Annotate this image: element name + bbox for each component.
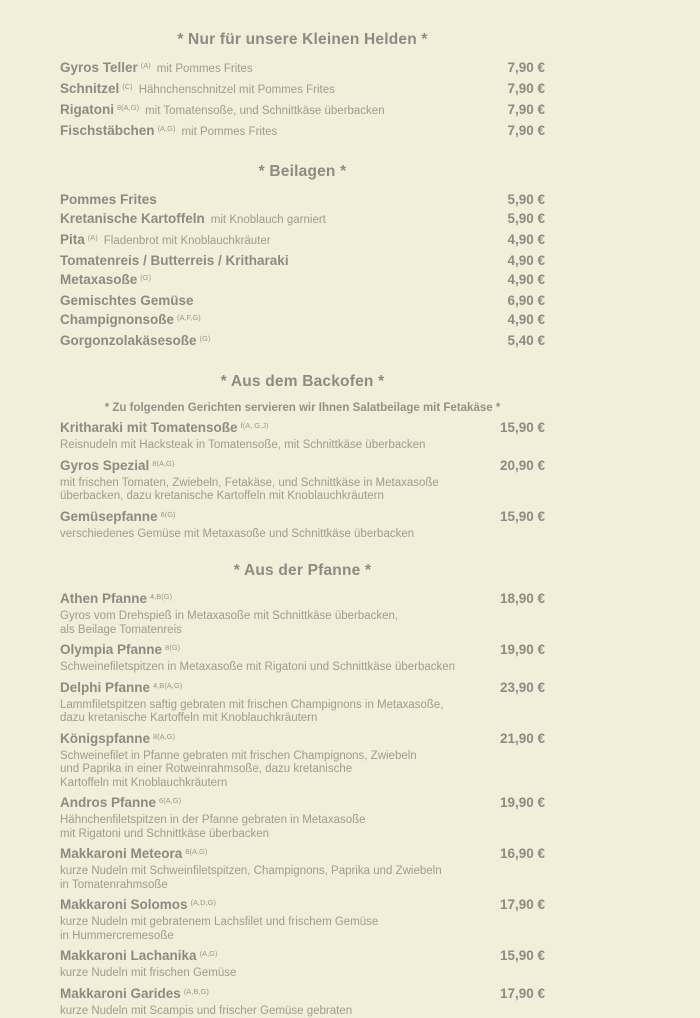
item-name: Champignonsoße: [60, 310, 174, 329]
item-description: [60, 439, 545, 453]
item-description: [60, 814, 545, 841]
menu-item-row: [60, 418, 545, 439]
item-price: 15,90 €: [500, 507, 545, 526]
item-description-line: Schweinefilet in Pfanne gebraten mit frischen Champignons, Zwiebeln: [60, 750, 545, 764]
menu-item-row: [60, 251, 545, 270]
item-description-line: kurze Nudeln mit Schweinfiletspitzen, Champignons, Paprika und Zwiebeln: [60, 865, 545, 879]
item-name: Andros Pfanne: [60, 793, 156, 812]
menu-section: [60, 162, 545, 352]
item-name: Makkaroni Garides: [60, 984, 181, 1003]
item-allergen-code: 6(A,G): [159, 791, 181, 810]
section-title: * Aus dem Backofen *: [60, 372, 545, 392]
item-description-line: in Tomatenrahmsoße: [60, 879, 545, 893]
item-price: 6,90 €: [507, 291, 545, 310]
item-name: Makkaroni Lachanika: [60, 946, 197, 965]
item-description-line: Gyros vom Drehspieß in Metaxasoße mit Schnittkäse überbacken,: [60, 610, 545, 624]
item-allergen-code: (A,B,G): [184, 982, 209, 1001]
item-inline-description: mit Pommes Frites: [181, 123, 277, 142]
item-price: 4,90 €: [507, 310, 545, 329]
item-name: Gyros Teller: [60, 58, 138, 77]
section-title: * Beilagen *: [60, 162, 545, 182]
item-allergen-code: 8(A,G): [185, 842, 207, 861]
item-name: Kritharaki mit Tomatensoße: [60, 418, 238, 437]
item-allergen-code: (G): [140, 268, 151, 287]
item-allergen-code: (A,G): [158, 119, 176, 138]
item-allergen-code: 4,B(A,G): [153, 676, 182, 695]
item-price: 20,90 €: [500, 456, 545, 475]
item-name: Makkaroni Meteora: [60, 844, 182, 863]
item-description: [60, 699, 545, 726]
item-name: Gorgonzolakäsesoße: [60, 331, 197, 350]
item-price: 7,90 €: [507, 100, 545, 119]
item-name: Rigatoni: [60, 100, 114, 119]
item-description-line: kurze Nudeln mit frischen Gemüse: [60, 967, 545, 981]
item-name: Königspfanne: [60, 729, 150, 748]
section-title: * Nur für unsere Kleinen Helden *: [60, 30, 545, 50]
item-price: 21,90 €: [500, 729, 545, 748]
item-description-line: dazu kretanische Kartoffeln mit Knoblauchkräutern: [60, 712, 545, 726]
item-inline-description: mit Pommes Frites: [157, 60, 253, 79]
item-price: 18,90 €: [500, 589, 545, 608]
item-description-line: Hähnchenfiletspitzen in der Pfanne gebraten in Metaxasoße: [60, 814, 545, 828]
item-price: 19,90 €: [500, 640, 545, 659]
item-allergen-code: 8(A,G): [153, 727, 175, 746]
item-price: 15,90 €: [500, 418, 545, 437]
item-allergen-code: (A,D,G): [191, 893, 216, 912]
item-description-line: kurze Nudeln mit Scampis und frischer Gemüse gebraten: [60, 1005, 545, 1018]
item-description-line: als Beilage Tomatenreis: [60, 624, 545, 638]
item-price: 7,90 €: [507, 58, 545, 77]
item-price: 17,90 €: [500, 895, 545, 914]
item-name: Metaxasoße: [60, 270, 137, 289]
item-allergen-code: 4,B(G): [150, 587, 172, 606]
item-name: Tomatenreis / Butterreis / Kritharaki: [60, 251, 289, 270]
item-price: 5,90 €: [507, 209, 545, 228]
menu-item-row: [60, 190, 545, 209]
item-name: Pommes Frites: [60, 190, 157, 209]
item-description: [60, 865, 545, 892]
menu-item-row: [60, 729, 545, 750]
item-name: Olympia Pfanne: [60, 640, 162, 659]
menu-item-row: [60, 640, 545, 661]
item-description: [60, 916, 545, 943]
item-price: 4,90 €: [507, 251, 545, 270]
section-note: * Zu folgenden Gerichten servieren wir Ihnen Salatbeilage mit Fetakäse *: [60, 400, 545, 416]
menu-item-row: [60, 456, 545, 477]
item-name: Gemüsepfanne: [60, 507, 158, 526]
item-description-line: mit Rigatoni und Schnittkäse überbacken: [60, 828, 545, 842]
item-description: [60, 967, 545, 981]
item-description: [60, 477, 545, 504]
item-description-line: Kartoffeln mit Knoblauchkräutern: [60, 777, 545, 791]
menu-item-row: [60, 946, 545, 967]
item-price: 7,90 €: [507, 79, 545, 98]
item-name: Athen Pfanne: [60, 589, 147, 608]
menu-item-row: [60, 230, 545, 251]
item-inline-description: Hähnchenschnitzel mit Pommes Frites: [139, 81, 335, 100]
item-allergen-code: (A,F,G): [177, 308, 201, 327]
menu-item-row: [60, 331, 545, 352]
menu-item-row: [60, 310, 545, 331]
item-description-line: Reisnudeln mit Hacksteak in Tomatensoße, mit Schnittkäse überbacken: [60, 439, 545, 453]
item-description: [60, 661, 545, 675]
item-description-line: überbacken, dazu kretanische Kartoffeln mit Knoblauchkräutern: [60, 490, 545, 504]
item-price: 15,90 €: [500, 946, 545, 965]
item-description-line: mit frischen Tomaten, Zwiebeln, Fetakäse, und Schnittkäse in Metaxasoße: [60, 477, 545, 491]
menu-item-row: [60, 270, 545, 291]
menu-item-row: [60, 100, 545, 121]
menu-item-row: [60, 984, 545, 1005]
item-description-line: Schweinefiletspitzen in Metaxasoße mit Rigatoni und Schnittkäse überbacken: [60, 661, 545, 675]
item-name: Fischstäbchen: [60, 121, 155, 140]
item-description: [60, 1005, 545, 1018]
menu-item-row: [60, 678, 545, 699]
item-description-line: kurze Nudeln mit gebratenem Lachsfilet und frischem Gemüse: [60, 916, 545, 930]
item-name: Delphi Pfanne: [60, 678, 150, 697]
item-price: 5,40 €: [507, 331, 545, 350]
item-name: Makkaroni Solomos: [60, 895, 188, 914]
item-price: 23,90 €: [500, 678, 545, 697]
menu-item-row: [60, 79, 545, 100]
menu-content: [60, 30, 545, 1018]
item-inline-description: Fladenbrot mit Knoblauchkräuter: [104, 232, 271, 251]
item-allergen-code: f(A, G,J): [241, 416, 269, 435]
menu-item-row: [60, 589, 545, 610]
item-allergen-code: 8(G): [165, 638, 180, 657]
item-allergen-code: (A,G): [200, 944, 218, 963]
item-allergen-code: 8(A,G): [117, 98, 139, 117]
item-price: 16,90 €: [500, 844, 545, 863]
item-description: [60, 528, 545, 542]
menu-item-row: [60, 844, 545, 865]
menu-section: [60, 30, 545, 142]
menu-item-row: [60, 291, 545, 310]
item-inline-description: mit Knoblauch garniert: [211, 211, 326, 230]
item-price: 17,90 €: [500, 984, 545, 1003]
item-allergen-code: 8(A,G): [152, 454, 174, 473]
item-price: 5,90 €: [507, 190, 545, 209]
menu-item-row: [60, 895, 545, 916]
item-description-line: und Paprika in einer Rotweinrahmsoße, dazu kretanische: [60, 763, 545, 777]
menu-section: [60, 561, 545, 1018]
item-name: Schnitzel: [60, 79, 119, 98]
item-allergen-code: (C): [122, 77, 132, 96]
item-description-line: verschiedenes Gemüse mit Metaxasoße und Schnittkäse überbacken: [60, 528, 545, 542]
item-name: Gemischtes Gemüse: [60, 291, 194, 310]
menu-item-row: [60, 209, 545, 230]
item-description: [60, 610, 545, 637]
item-price: 4,90 €: [507, 230, 545, 249]
item-inline-description: mit Tomatensoße, und Schnittkäse überbacken: [145, 102, 385, 121]
item-description: [60, 750, 545, 791]
menu-item-row: [60, 793, 545, 814]
menu-section: [60, 372, 545, 541]
item-allergen-code: 8(G): [161, 505, 176, 524]
item-allergen-code: (A): [88, 228, 98, 247]
item-price: 4,90 €: [507, 270, 545, 289]
section-title: * Aus der Pfanne *: [60, 561, 545, 581]
item-description-line: Lammfiletspitzen saftig gebraten mit frischen Champignons in Metaxasoße,: [60, 699, 545, 713]
item-name: Kretanische Kartoffeln: [60, 209, 205, 228]
item-allergen-code: (G): [200, 329, 211, 348]
menu-item-row: [60, 121, 545, 142]
item-name: Pita: [60, 230, 85, 249]
menu-item-row: [60, 507, 545, 528]
item-description-line: in Hummercremesoße: [60, 930, 545, 944]
item-price: 7,90 €: [507, 121, 545, 140]
menu-item-row: [60, 58, 545, 79]
item-allergen-code: (A): [141, 56, 151, 75]
item-name: Gyros Spezial: [60, 456, 149, 475]
item-price: 19,90 €: [500, 793, 545, 812]
